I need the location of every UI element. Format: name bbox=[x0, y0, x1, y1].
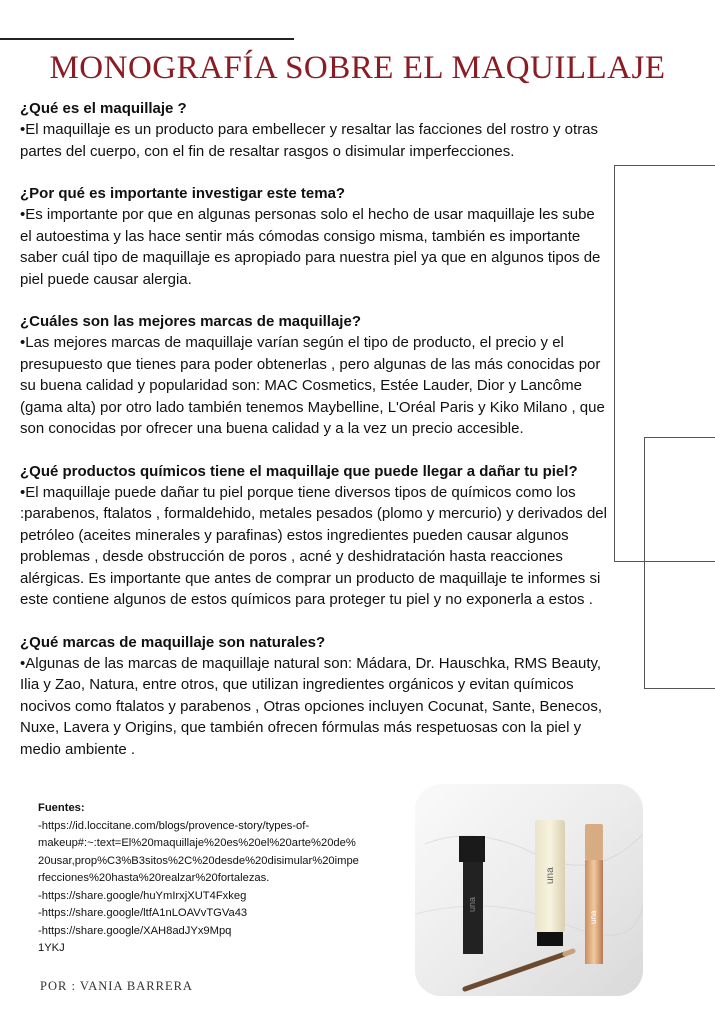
section-question: ¿Qué productos químicos tiene el maquillaje que puede llegar a dañar tu piel? bbox=[20, 462, 578, 480]
section-answer: •Algunas de las marcas de maquillaje natural son: Mádara, Dr. Hauschka, RMS Beauty, Ilia y Zao, Natura, entre otros, que utilizan ingredientes orgánicos y evitan químicos nocivos como ftalatos y parabenos , Otras opciones incluyen Cocunat, Sante, Benecos, Nuxe, Lavera y Origins, que también ofrecen fórmulas más respetuosas con la piel y medio ambiente . bbox=[20, 654, 602, 758]
source-line[interactable]: -https://share.google/ltfA1nLOAVvTGVa43 bbox=[38, 907, 248, 919]
section-harmful-chemicals bbox=[20, 461, 610, 611]
source-line[interactable]: -https://id.loccitane.com/blogs/provence-story/types-of- bbox=[38, 819, 310, 832]
section-natural-brands bbox=[20, 632, 610, 761]
section-answer: •Las mejores marcas de maquillaje varían según el tipo de producto, el precio y el presupuesto que tienes para poder obtenerlas , pero algunas de las más conocidas por su buena calidad y popularidad son: MAC Cosmetics, Estée Lauder, Dior y Lancôme (gama alta) por otro lado también tenemos Maybelline, L'Oréal Paris y Kiko Milano , que son conocidas por ofrecer una buena calidad y a la vez un precio accesible. bbox=[20, 334, 605, 437]
mascara-cap bbox=[459, 836, 485, 862]
source-line[interactable]: -https://share.google/huYmIrxjXUT4Fxkeg bbox=[38, 889, 247, 902]
section-question: ¿Qué marcas de maquillaje son naturales? bbox=[20, 633, 326, 651]
author-credit: POR : VANIA BARRERA bbox=[40, 979, 193, 993]
section-answer: •El maquillaje puede dañar tu piel porque tiene diversos tipos de químicos como los :parabenos, ftalatos , formaldehido, metales pesados (plomo y mercurio) y derivados del petróleo (aceites minerales y parafinas) estos ingredientes pueden causar algunos problemas , desde obstrucción de poros , acné y deshidratación hasta reacciones alérgicas. Es importante que antes de comprar un producto de maquillaje te informes si este contiene algunos de estos químicos para proteger tu piel y no exponerla a estos . bbox=[20, 483, 607, 608]
makeup-products-photo bbox=[415, 784, 643, 996]
source-line[interactable]: rfecciones%20hasta%20realzar%20fortalezas. bbox=[38, 872, 270, 884]
section-answer: •Es importante por que en algunas personas solo el hecho de usar maquillaje les sube el autoestima y las hace sentir más cómodas consigo misma, también es importante saber cuál tipo de maquillaje es apropiado para nuestra piel ya que en algunos tipos de piel puede causar alergia. bbox=[20, 206, 601, 288]
page-title: MONOGRAFÍA SOBRE EL MAQUILLAJE bbox=[49, 50, 666, 86]
section-what-is-makeup bbox=[20, 98, 610, 162]
foundation-label: una bbox=[545, 867, 556, 884]
section-question: ¿Cuáles son las mejores marcas de maquillaje? bbox=[20, 313, 361, 330]
foundation-cap bbox=[537, 932, 563, 946]
gloss-label: una bbox=[589, 910, 598, 924]
section-why-important bbox=[20, 183, 610, 290]
main-content bbox=[20, 98, 610, 781]
source-line[interactable]: -https://share.google/XAH8adJYx9Mpq bbox=[38, 924, 232, 937]
sources-heading: Fuentes: bbox=[38, 802, 85, 814]
section-question: ¿Por qué es importante investigar este tema? bbox=[20, 185, 346, 202]
section-best-brands bbox=[20, 311, 610, 440]
source-line[interactable]: 1YKJ bbox=[38, 942, 65, 954]
source-line[interactable]: makeup#:~:text=El%20maquillaje%20es%20el%20arte%20de% bbox=[38, 837, 356, 849]
source-line[interactable]: 20usar,prop%C3%B3sitos%2C%20desde%20disimular%20impe bbox=[38, 854, 359, 867]
gloss-cap bbox=[585, 824, 603, 860]
mascara-label: una bbox=[467, 896, 477, 912]
section-question: ¿Qué es el maquillaje ? bbox=[20, 100, 187, 117]
decorative-frame-inner bbox=[644, 437, 715, 689]
sources-block bbox=[38, 800, 388, 958]
section-answer: •El maquillaje es un producto para embellecer y resaltar las facciones del rostro y otras partes del cuerpo, con el fin de resaltar rasgos o disimular imperfecciones. bbox=[20, 121, 599, 160]
top-rule bbox=[0, 38, 294, 40]
